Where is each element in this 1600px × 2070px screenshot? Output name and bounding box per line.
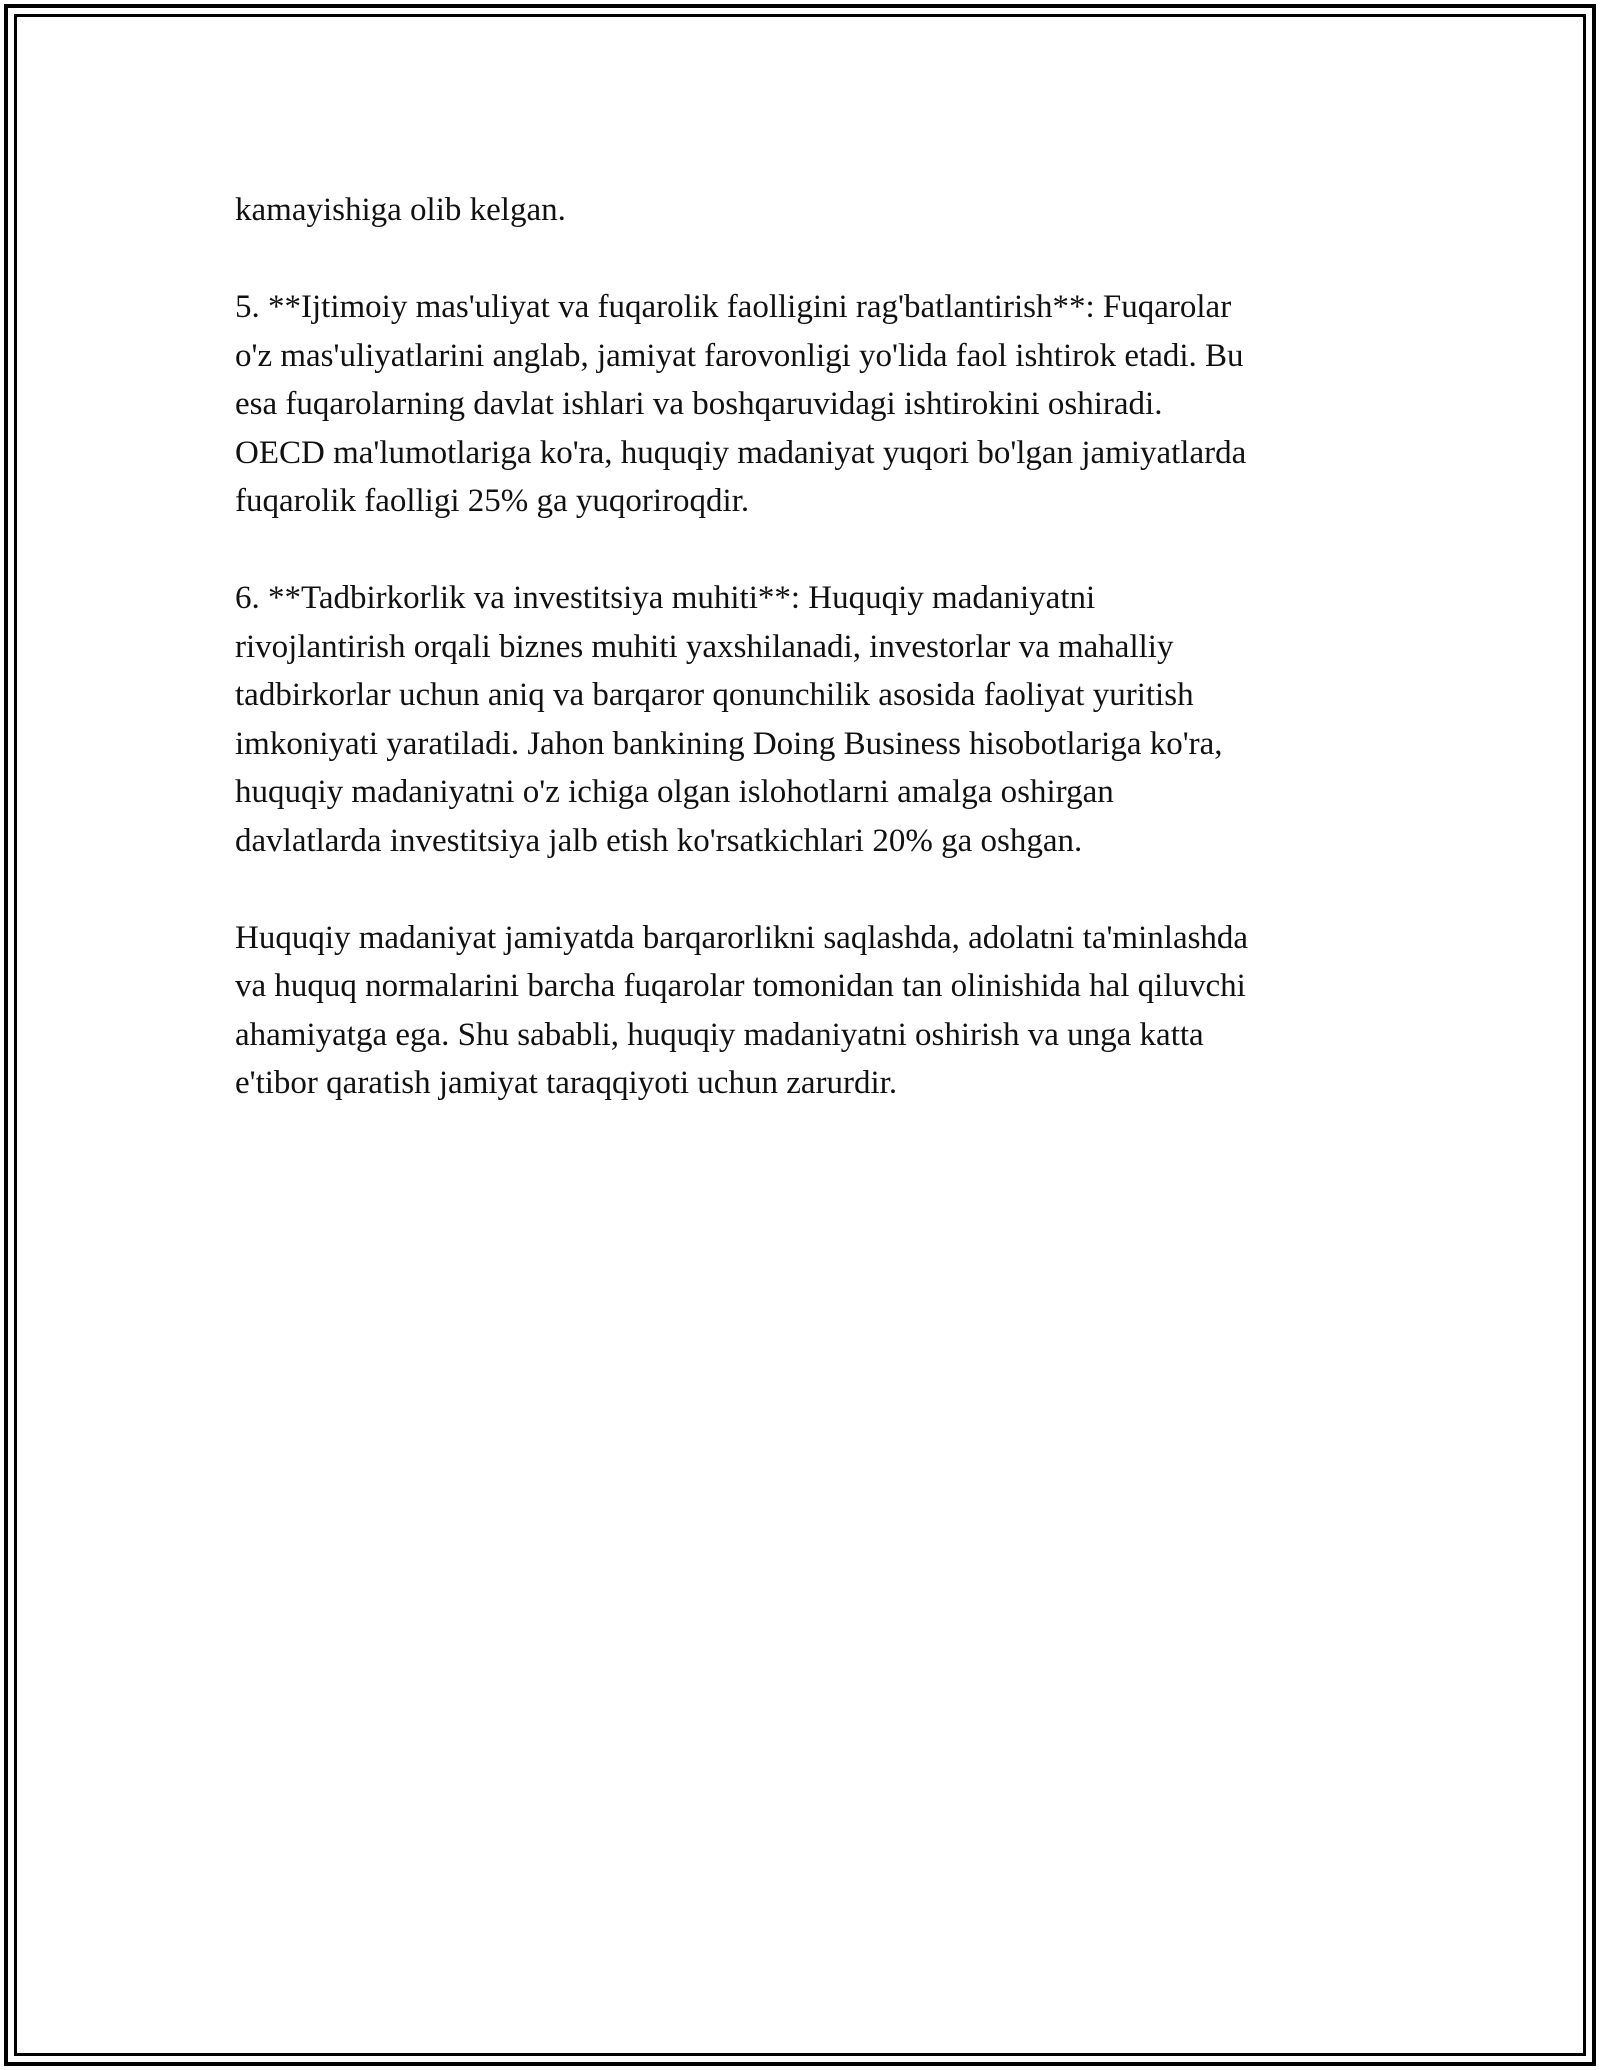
paragraph-item-6: 6. **Tadbirkorlik va investitsiya muhiti**: Huquqiy madaniyatni rivojlantirish orqali biznes muhiti yaxshilanadi, investorlar va mahalliy tadbirkorlar uchun aniq va barqaror qonunchilik asosida faoliyat yuritish imkoniyati yaratiladi. Jahon bankining Doing Business hisobotlariga ko'ra, huquqiy madaniyatni o'z ichiga olgan islohotlarni amalga oshirgan davlatlarda investitsiya jalb etish ko'rsatkichlari 20% ga oshgan.	[235, 580, 1223, 859]
paragraph-conclusion: Huquqiy madaniyat jamiyatda barqarorlikni saqlashda, adolatni ta'minlashda va huquq normalarini barcha fuqarolar tomonidan tan olinishida hal qiluvchi ahamiyatga ega. Shu sababli, huquqiy madaniyatni oshirish va unga katta e'tibor qaratish jamiyat taraqqiyoti uchun zarurdir.	[235, 919, 1249, 1101]
document-body	[235, 186, 1375, 1156]
paragraph-item-5: 5. **Ijtimoiy mas'uliyat va fuqarolik faolligini rag'batlantirish**: Fuqarolar o'z mas'uliyatlarini anglab, jamiyat farovonligi yo'lida faol ishtirok etadi. Bu esa fuqarolarning davlat ishlari va boshqaruvidagi ishtirokini oshiradi. OECD ma'lumotlariga ko'ra, huquqiy madaniyat yuqori bo'lgan jamiyatlarda fuqarolik faolligi 25% ga yuqoriroqdir.	[235, 289, 1247, 519]
paragraph-continuation: kamayishiga olib kelgan.	[235, 192, 566, 228]
